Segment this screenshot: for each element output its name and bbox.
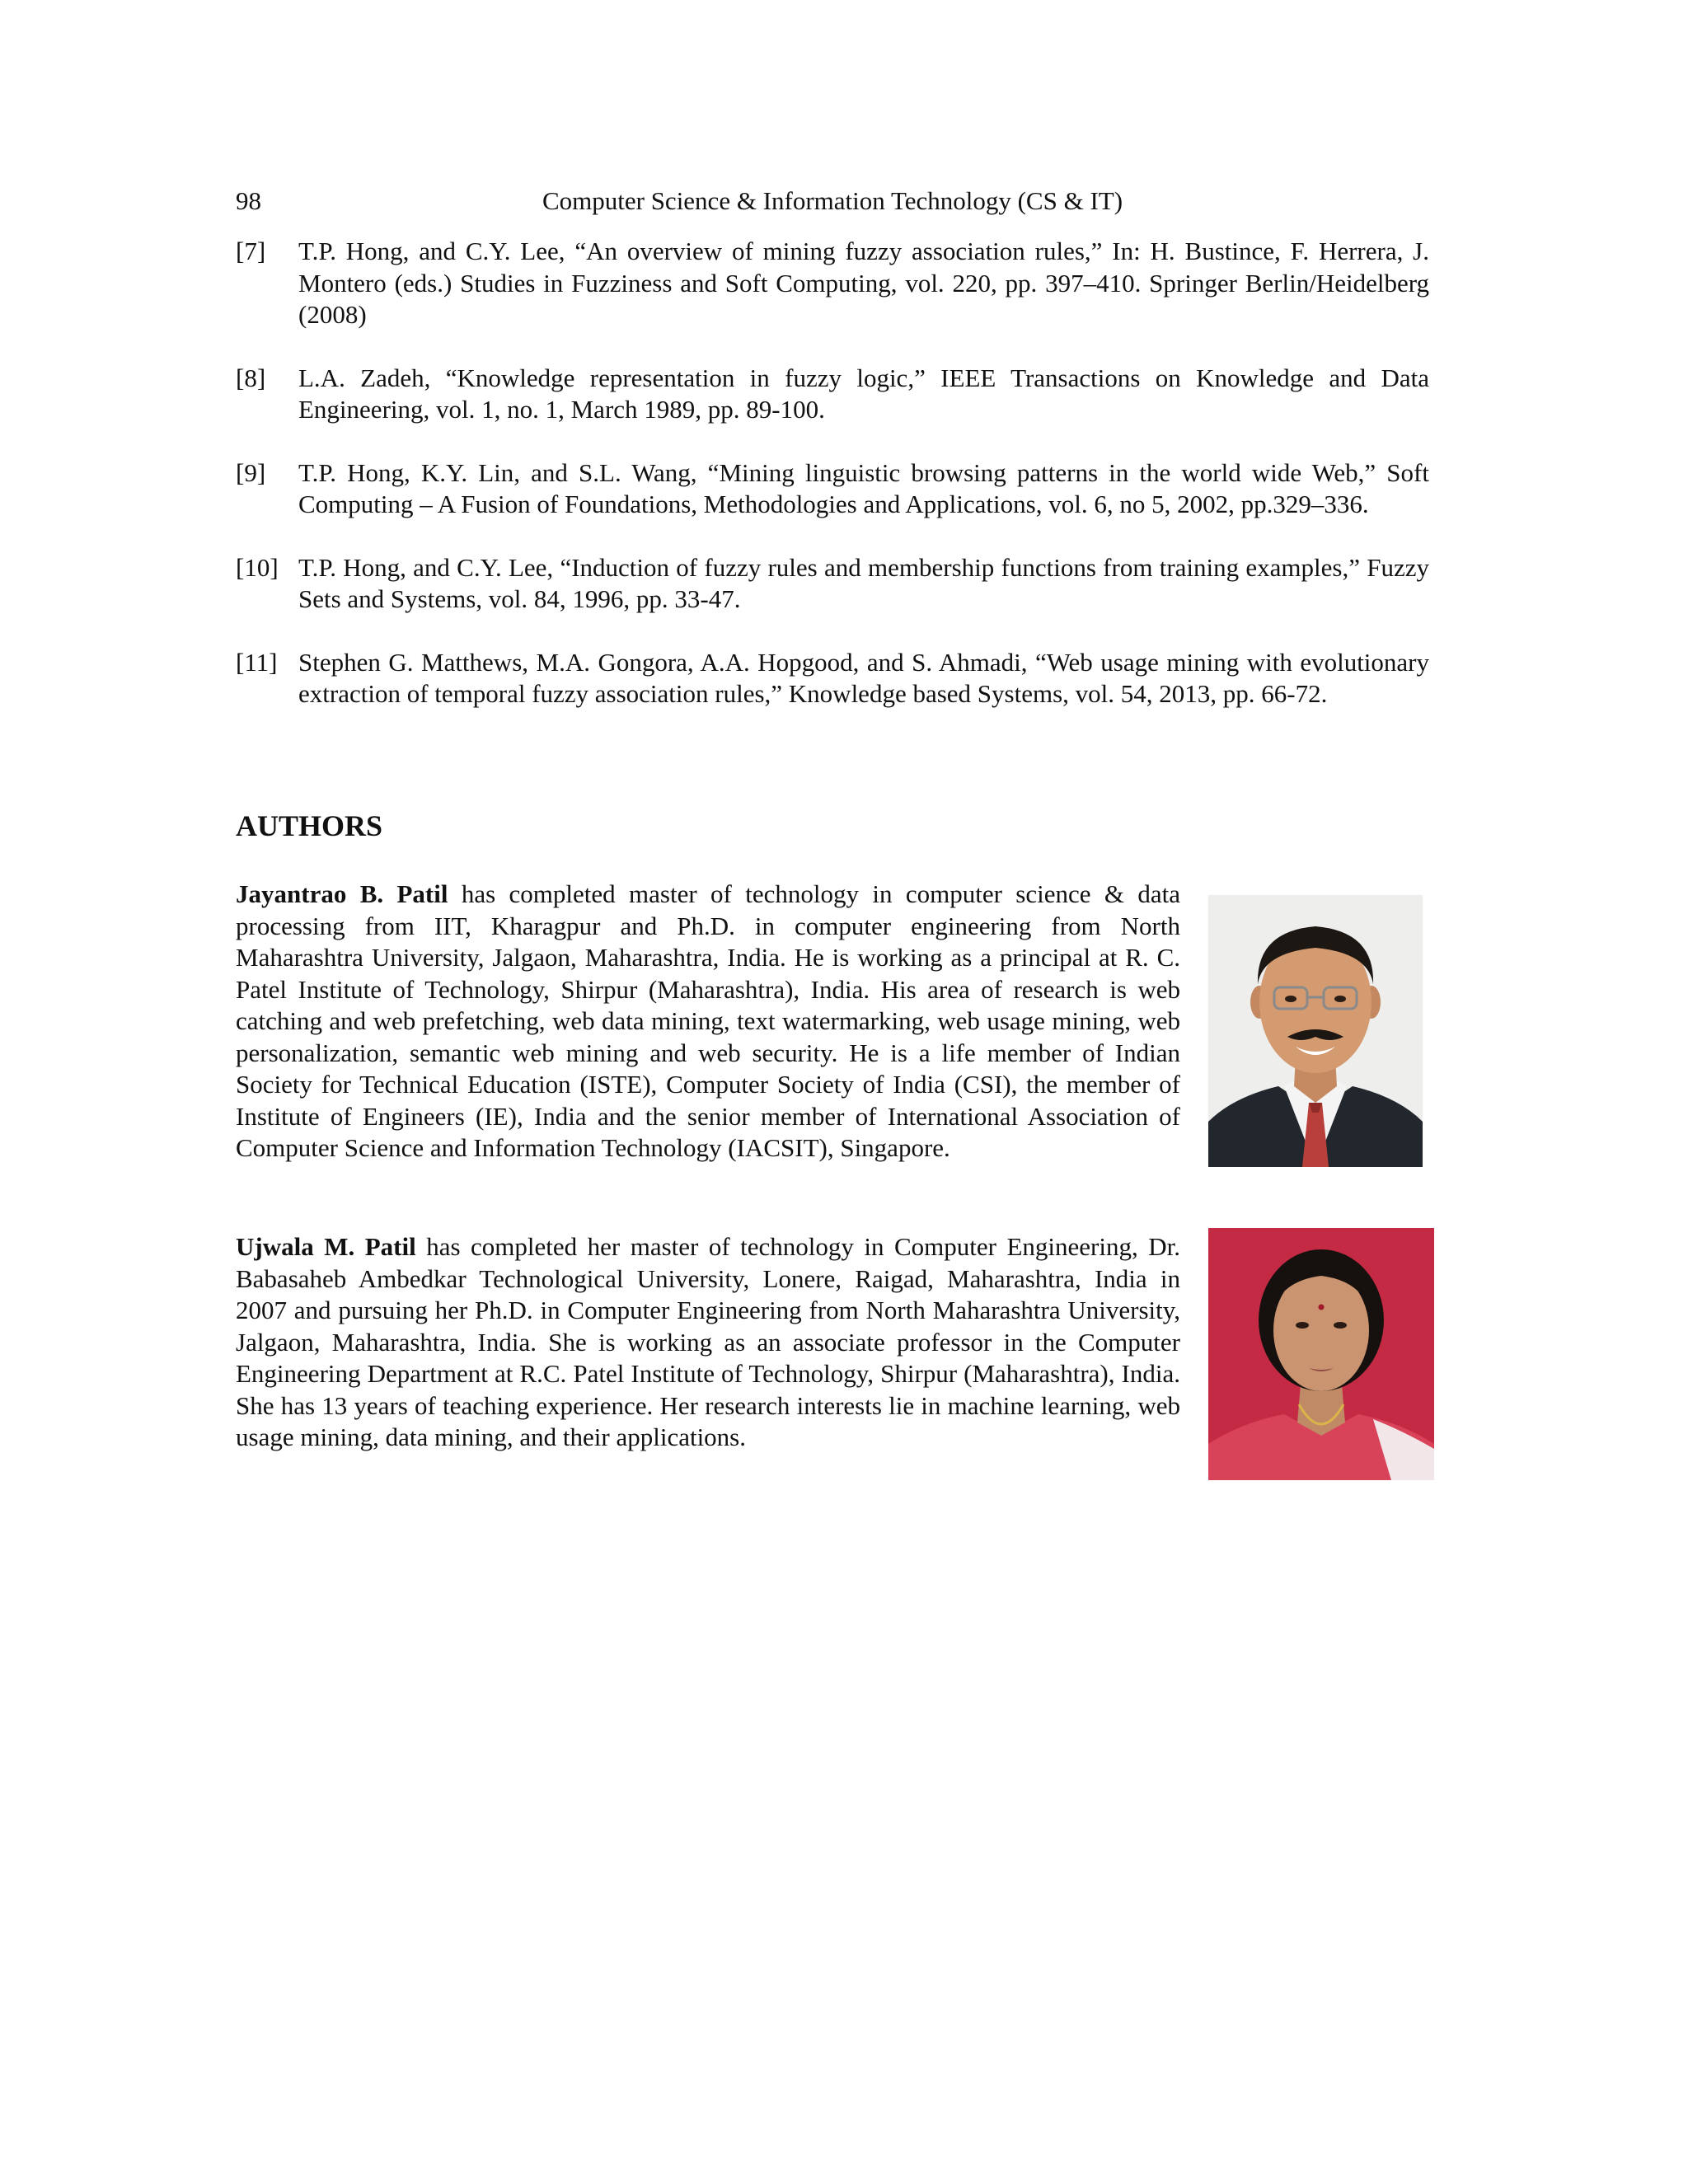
reference-text: T.P. Hong, and C.Y. Lee, “An overview of mining fuzzy association rules,” In: H. Bustince, F. Herrera, J. Montero (eds.) Studies in Fuzziness and Soft Computing, vol. 220, pp. 397–410. Springer Berlin/Heidelberg (2008)	[298, 237, 1429, 329]
author-name: Ujwala M. Patil	[236, 1232, 416, 1261]
author-photo	[1208, 1228, 1434, 1480]
author-photo-image	[1208, 1228, 1434, 1480]
author-bio	[236, 1231, 1180, 1454]
reference-item	[236, 457, 1429, 521]
reference-item	[236, 552, 1429, 616]
page-number: 98	[236, 186, 261, 215]
author-photo	[1208, 895, 1423, 1167]
reference-number: [10]	[236, 552, 279, 582]
reference-text: T.P. Hong, K.Y. Lin, and S.L. Wang, “Mining linguistic browsing patterns in the world wide Web,” Soft Computing – A Fusion of Foundations, Methodologies and Applications, vol. 6, no 5, 2002, pp.329–336.	[298, 457, 1429, 518]
reference-text: L.A. Zadeh, “Knowledge representation in fuzzy logic,” IEEE Transactions on Knowledge and Data Engineering, vol. 1, no. 1, March 1989, pp. 89-100.	[298, 363, 1429, 424]
reference-item	[236, 647, 1429, 710]
running-header	[236, 183, 1429, 219]
reference-item	[236, 363, 1429, 426]
author-bio	[236, 879, 1180, 1165]
authors-heading: AUTHORS	[236, 809, 383, 842]
reference-number: [8]	[236, 363, 266, 392]
reference-list	[236, 236, 1429, 742]
reference-number: [9]	[236, 457, 266, 487]
reference-text: T.P. Hong, and C.Y. Lee, “Induction of fuzzy rules and membership functions from training examples,” Fuzzy Sets and Systems, vol. 84, 1996, pp. 33-47.	[298, 552, 1429, 613]
reference-number: [7]	[236, 237, 266, 265]
author-photo-image	[1208, 895, 1423, 1167]
journal-title: Computer Science & Information Technology (CS & IT)	[542, 186, 1123, 215]
author-bio-text: has completed master of technology in computer science & data processing from IIT, Kharagpur and Ph.D. in computer engineering from North Maharashtra University, Jalgaon, Maharashtra, India. He is working as a principal at R. C. Patel Institute of Technology, Shirpur (Maharashtra), India. His area of research is web catching and web prefetching, web data mining, text watermarking, web usage mining, web personalization, semantic web mining and web security. He is a life member of Indian Society for Technical Education (ISTE), Computer Society of India (CSI), the member of Institute of Engineers (IE), India and the senior member of International Association of Computer Science and Information Technology (IACSIT), Singapore.	[236, 879, 1180, 1162]
author-bio-text: has completed her master of technology in Computer Engineering, Dr. Babasaheb Ambedkar Technological University, Lonere, Raigad, Maharashtra, India in 2007 and pursuing her Ph.D. in Computer Engineering from North Maharashtra University, Jalgaon, Maharashtra, India. She is working as an associate professor in the Computer Engineering Department at R.C. Patel Institute of Technology, Shirpur (Maharashtra), India. She has 13 years of teaching experience. Her research interests lie in machine learning, web usage mining, data mining, and their applications.	[236, 1232, 1180, 1451]
reference-item	[236, 236, 1429, 331]
reference-number: [11]	[236, 647, 278, 677]
reference-text: Stephen G. Matthews, M.A. Gongora, A.A. Hopgood, and S. Ahmadi, “Web usage mining with evolutionary extraction of temporal fuzzy association rules,” Knowledge based Systems, vol. 54, 2013, pp. 66-72.	[298, 647, 1429, 708]
author-name: Jayantrao B. Patil	[236, 879, 448, 908]
